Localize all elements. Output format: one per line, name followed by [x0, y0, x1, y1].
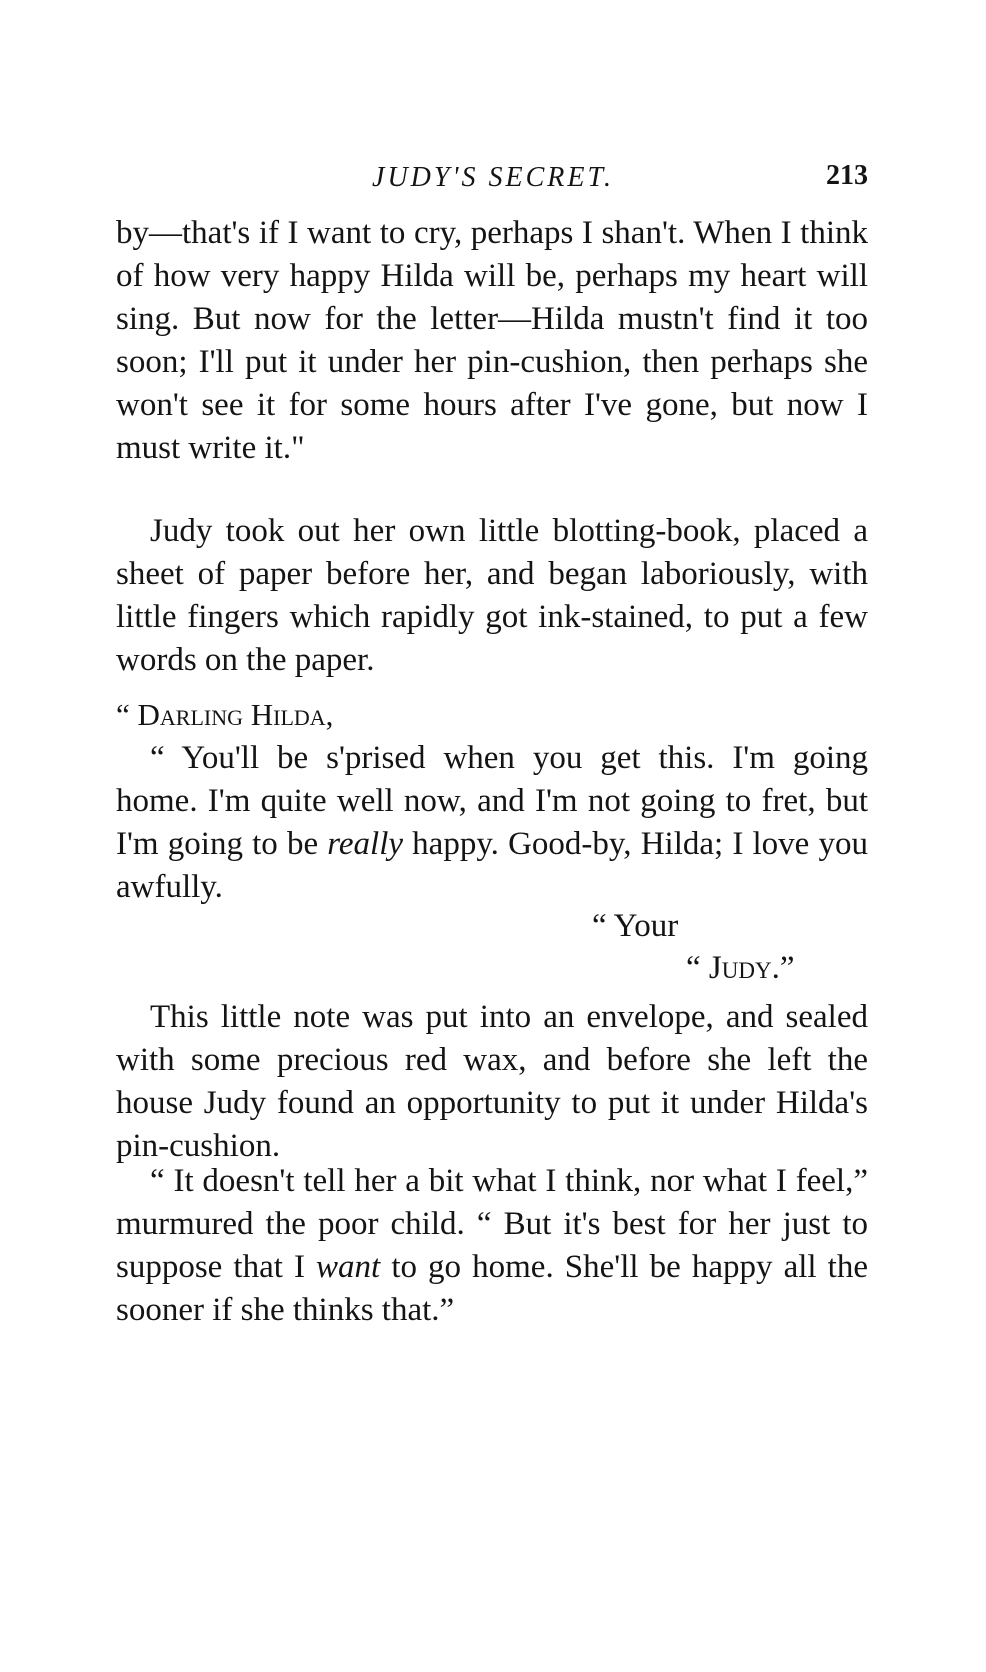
letter-body-start: “ You'll be s'prised when you get this. I'm going home. I'm quite well now, and I'm not going to fret, but I'm going to be — [116, 740, 868, 862]
paragraph-1: by—that's if I want to cry, perhaps I shan't. When I think of how very happy Hilda will be, perhaps my heart will sing. But now for the letter—Hilda mustn't find it too soon; I'll put it under her pin-cushion, then perhaps she won't see it for some hours after I've gone, but now I must write it." — [116, 215, 868, 466]
page-header — [118, 150, 868, 200]
paragraph-3: This little note was put into an envelope, and sealed with some precious red wax, and before she left the house Judy found an opportunity to put it under Hilda's pin-cushion. — [116, 999, 868, 1164]
paragraph-2-block — [116, 510, 868, 682]
paragraph-1-block — [116, 212, 868, 470]
letter-salutation: “ Darling Hilda, — [116, 697, 334, 732]
letter-body-end: happy. Good-by, Hilda; I love you awfully. — [116, 826, 868, 905]
page-number: 213 — [826, 160, 868, 191]
paragraph-4-block — [116, 1160, 868, 1332]
running-title: JUDY'S SECRET. — [372, 162, 614, 193]
letter-signature: “ Judy.” — [686, 950, 795, 986]
paragraph-2: Judy took out her own little blotting-book, placed a sheet of paper before her, and began laboriously, with little fingers which rapidly got ink-stained, to put a few words on the paper. — [116, 513, 868, 678]
paragraph-4 — [116, 1160, 868, 1332]
letter-closing: “ Your — [592, 908, 679, 944]
paragraph-4-end: to go home. She'll be happy all the sooner if she thinks that.” — [116, 1249, 868, 1328]
letter-body-emphasis: really — [327, 826, 404, 862]
paragraph-4-emphasis: want — [316, 1249, 381, 1285]
paragraph-4-start: “ It doesn't tell her a bit what I think, nor what I feel,” murmured the poor child. “ But it's best for her just to suppose that I — [116, 1163, 868, 1285]
letter-body — [116, 737, 868, 909]
letter-body-block — [116, 737, 868, 909]
paragraph-3-block — [116, 996, 868, 1168]
